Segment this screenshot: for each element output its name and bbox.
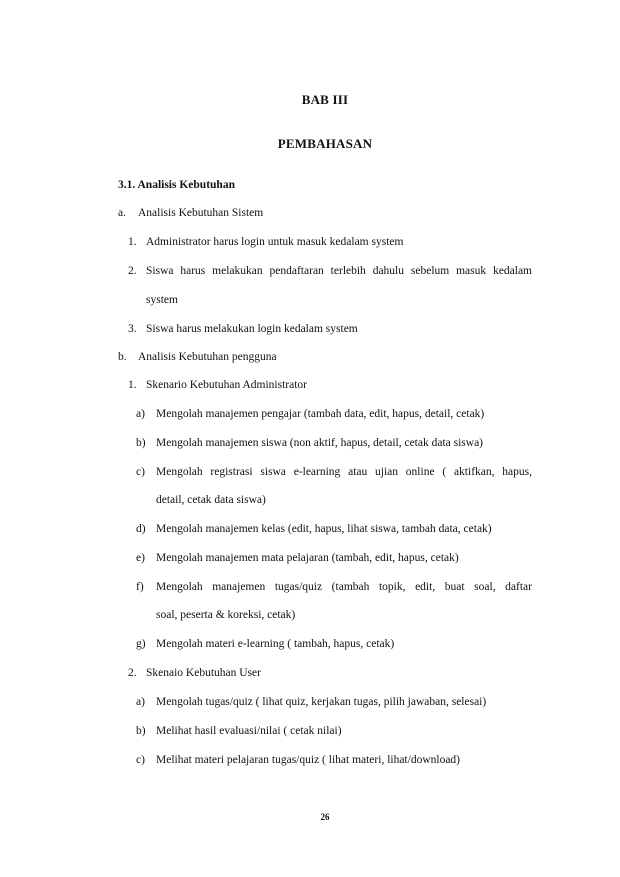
list-marker: b.: [118, 351, 127, 363]
list-marker: 2.: [128, 265, 137, 277]
list-item: Mengolah manajemen mata pelajaran (tambah, edit, hapus, cetak): [156, 552, 459, 564]
scenario-title: Skenario Kebutuhan Administrator: [146, 379, 307, 391]
list-marker: 1.: [128, 379, 137, 391]
list-marker: c): [136, 466, 145, 478]
list-item: Melihat materi pelajaran tugas/quiz ( lihat materi, lihat/download): [156, 754, 461, 766]
list-marker: 1.: [128, 236, 137, 248]
list-item: Siswa harus melakukan login kedalam system: [146, 323, 358, 335]
list-marker: b): [136, 437, 146, 449]
chapter-heading: PEMBAHASAN: [277, 136, 373, 151]
list-item: Siswa harus melakukan pendaftaran terlebih dahulu sebelum masuk kedalam: [146, 265, 532, 277]
list-marker: c): [136, 754, 145, 766]
list-item: Mengolah manajemen tugas/quiz (tambah topik, edit, buat soal, daftar: [156, 581, 532, 593]
part-a-title: Analisis Kebutuhan Sistem: [138, 207, 264, 219]
list-item: Mengolah materi e-learning ( tambah, hapus, cetak): [156, 638, 395, 650]
list-marker: 2.: [128, 667, 137, 679]
part-b-title: Analisis Kebutuhan pengguna: [138, 351, 277, 363]
list-item: Mengolah manajemen kelas (edit, hapus, lihat siswa, tambah data, cetak): [156, 523, 492, 535]
list-marker: a): [136, 408, 145, 420]
list-marker: a): [136, 696, 145, 708]
list-item-continuation: soal, peserta & koreksi, cetak): [156, 609, 296, 621]
scenario-title: Skenaio Kebutuhan User: [146, 667, 261, 679]
list-item: Administrator harus login untuk masuk kedalam system: [146, 236, 404, 248]
list-marker: 3.: [128, 323, 137, 335]
list-item: Mengolah manajemen pengajar (tambah data, edit, hapus, detail, cetak): [156, 408, 485, 420]
list-item-continuation: system: [146, 294, 178, 306]
list-item-continuation: detail, cetak data siswa): [156, 494, 266, 506]
page-number: 26: [320, 812, 330, 822]
chapter-title: BAB III: [301, 92, 349, 107]
list-marker: g): [136, 638, 146, 650]
list-item: Mengolah tugas/quiz ( lihat quiz, kerjakan tugas, pilih jawaban, selesai): [156, 696, 487, 708]
list-marker: b): [136, 725, 146, 737]
list-item: Melihat hasil evaluasi/nilai ( cetak nilai): [156, 725, 342, 737]
list-item: Mengolah registrasi siswa e-learning atau ujian online ( aktifkan, hapus,: [156, 466, 532, 478]
section-title: 3.1. Analisis Kebutuhan: [118, 179, 235, 191]
list-marker: e): [136, 552, 145, 564]
list-marker: a.: [118, 207, 126, 219]
list-marker: f): [136, 581, 144, 593]
list-marker: d): [136, 523, 146, 535]
list-item: Mengolah manajemen siswa (non aktif, hapus, detail, cetak data siswa): [156, 437, 484, 449]
